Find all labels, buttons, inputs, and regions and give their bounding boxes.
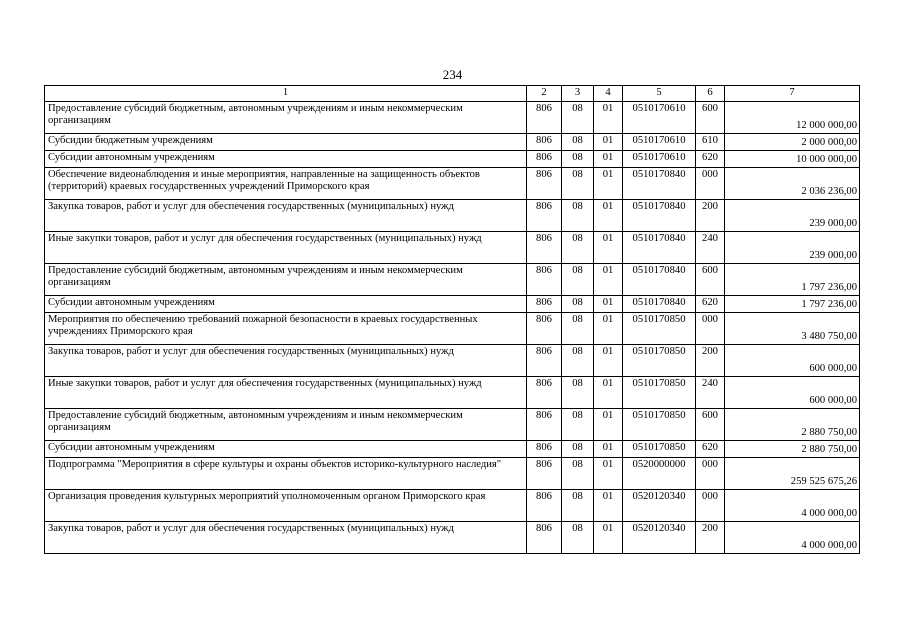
expense-type-cell: 200 (696, 522, 725, 554)
amount-cell: 12 000 000,00 (725, 102, 860, 134)
amount-cell: 600 000,00 (725, 377, 860, 409)
subsection-code-cell: 01 (594, 232, 623, 264)
row-name-cell: Субсидии автономным учреждениям (45, 441, 527, 458)
expense-type-cell: 000 (696, 490, 725, 522)
table-row (45, 490, 860, 522)
column-header: 4 (594, 86, 623, 102)
amount-cell: 4 000 000,00 (725, 522, 860, 554)
amount-cell: 1 797 236,00 (725, 296, 860, 313)
ministry-code-cell: 806 (527, 134, 562, 151)
amount-cell: 259 525 675,26 (725, 458, 860, 490)
expense-type-cell: 600 (696, 409, 725, 441)
amount-cell: 2 036 236,00 (725, 168, 860, 200)
expense-type-cell: 620 (696, 296, 725, 313)
amount-cell: 239 000,00 (725, 232, 860, 264)
section-code-cell: 08 (562, 377, 594, 409)
section-code-cell: 08 (562, 264, 594, 296)
ministry-code-cell: 806 (527, 264, 562, 296)
ministry-code-cell: 806 (527, 296, 562, 313)
amount-cell: 3 480 750,00 (725, 313, 860, 345)
table-row (45, 441, 860, 458)
expense-type-cell: 600 (696, 102, 725, 134)
table-row (45, 151, 860, 168)
section-code-cell: 08 (562, 134, 594, 151)
target-article-cell: 0520120340 (623, 522, 696, 554)
ministry-code-cell: 806 (527, 200, 562, 232)
row-name-cell: Закупка товаров, работ и услуг для обеспечения государственных (муниципальных) нужд (45, 522, 527, 554)
subsection-code-cell: 01 (594, 522, 623, 554)
table-row (45, 409, 860, 441)
section-code-cell: 08 (562, 441, 594, 458)
table-row (45, 168, 860, 200)
target-article-cell: 0510170850 (623, 377, 696, 409)
ministry-code-cell: 806 (527, 377, 562, 409)
row-name-cell: Обеспечение видеонаблюдения и иные мероприятия, направленные на защищенность объектов (территорий) краевых государственных учреждений Приморского края (45, 168, 527, 200)
subsection-code-cell: 01 (594, 296, 623, 313)
table-row (45, 313, 860, 345)
table-row (45, 522, 860, 554)
expense-type-cell: 620 (696, 441, 725, 458)
section-code-cell: 08 (562, 200, 594, 232)
target-article-cell: 0520120340 (623, 490, 696, 522)
row-name-cell: Закупка товаров, работ и услуг для обеспечения государственных (муниципальных) нужд (45, 345, 527, 377)
target-article-cell: 0510170610 (623, 102, 696, 134)
row-name-cell: Субсидии автономным учреждениям (45, 296, 527, 313)
table-row (45, 102, 860, 134)
ministry-code-cell: 806 (527, 168, 562, 200)
target-article-cell: 0510170840 (623, 168, 696, 200)
amount-cell: 2 880 750,00 (725, 409, 860, 441)
amount-cell: 600 000,00 (725, 345, 860, 377)
target-article-cell: 0510170850 (623, 441, 696, 458)
target-article-cell: 0510170850 (623, 409, 696, 441)
section-code-cell: 08 (562, 232, 594, 264)
subsection-code-cell: 01 (594, 200, 623, 232)
amount-cell: 10 000 000,00 (725, 151, 860, 168)
header-row (45, 86, 860, 102)
expense-type-cell: 610 (696, 134, 725, 151)
target-article-cell: 0510170850 (623, 313, 696, 345)
ministry-code-cell: 806 (527, 345, 562, 377)
subsection-code-cell: 01 (594, 377, 623, 409)
row-name-cell: Предоставление субсидий бюджетным, автономным учреждениям и иным некоммерческим организациям (45, 102, 527, 134)
section-code-cell: 08 (562, 458, 594, 490)
row-name-cell: Предоставление субсидий бюджетным, автономным учреждениям и иным некоммерческим организациям (45, 409, 527, 441)
column-header: 2 (527, 86, 562, 102)
row-name-cell: Субсидии бюджетным учреждениям (45, 134, 527, 151)
section-code-cell: 08 (562, 490, 594, 522)
row-name-cell: Организация проведения культурных мероприятий уполномоченным органом Приморского края (45, 490, 527, 522)
ministry-code-cell: 806 (527, 458, 562, 490)
section-code-cell: 08 (562, 313, 594, 345)
ministry-code-cell: 806 (527, 490, 562, 522)
target-article-cell: 0510170840 (623, 200, 696, 232)
table-row (45, 345, 860, 377)
table-row (45, 134, 860, 151)
amount-cell: 2 000 000,00 (725, 134, 860, 151)
expense-type-cell: 240 (696, 377, 725, 409)
table-row (45, 200, 860, 232)
table-row (45, 232, 860, 264)
section-code-cell: 08 (562, 345, 594, 377)
ministry-code-cell: 806 (527, 313, 562, 345)
subsection-code-cell: 01 (594, 409, 623, 441)
row-name-cell: Подпрограмма "Мероприятия в сфере культуры и охраны объектов историко-культурного наследия" (45, 458, 527, 490)
ministry-code-cell: 806 (527, 232, 562, 264)
subsection-code-cell: 01 (594, 168, 623, 200)
row-name-cell: Предоставление субсидий бюджетным, автономным учреждениям и иным некоммерческим организациям (45, 264, 527, 296)
section-code-cell: 08 (562, 151, 594, 168)
expense-type-cell: 200 (696, 200, 725, 232)
ministry-code-cell: 806 (527, 522, 562, 554)
page-number: 234 (442, 67, 463, 82)
table-row (45, 377, 860, 409)
table-row (45, 458, 860, 490)
ministry-code-cell: 806 (527, 441, 562, 458)
section-code-cell: 08 (562, 522, 594, 554)
budget-table (44, 85, 860, 554)
amount-cell: 239 000,00 (725, 200, 860, 232)
subsection-code-cell: 01 (594, 345, 623, 377)
section-code-cell: 08 (562, 102, 594, 134)
subsection-code-cell: 01 (594, 458, 623, 490)
amount-cell: 2 880 750,00 (725, 441, 860, 458)
row-name-cell: Закупка товаров, работ и услуг для обеспечения государственных (муниципальных) нужд (45, 200, 527, 232)
subsection-code-cell: 01 (594, 313, 623, 345)
expense-type-cell: 600 (696, 264, 725, 296)
row-name-cell: Иные закупки товаров, работ и услуг для обеспечения государственных (муниципальных) нужд (45, 377, 527, 409)
expense-type-cell: 000 (696, 458, 725, 490)
column-header: 3 (562, 86, 594, 102)
section-code-cell: 08 (562, 168, 594, 200)
ministry-code-cell: 806 (527, 409, 562, 441)
expense-type-cell: 240 (696, 232, 725, 264)
column-header: 5 (623, 86, 696, 102)
subsection-code-cell: 01 (594, 264, 623, 296)
row-name-cell: Иные закупки товаров, работ и услуг для обеспечения государственных (муниципальных) нужд (45, 232, 527, 264)
column-header: 6 (696, 86, 725, 102)
subsection-code-cell: 01 (594, 151, 623, 168)
subsection-code-cell: 01 (594, 134, 623, 151)
expense-type-cell: 000 (696, 168, 725, 200)
ministry-code-cell: 806 (527, 151, 562, 168)
target-article-cell: 0510170610 (623, 151, 696, 168)
target-article-cell: 0510170840 (623, 232, 696, 264)
subsection-code-cell: 01 (594, 102, 623, 134)
subsection-code-cell: 01 (594, 441, 623, 458)
column-header: 1 (45, 86, 527, 102)
amount-cell: 1 797 236,00 (725, 264, 860, 296)
expense-type-cell: 000 (696, 313, 725, 345)
section-code-cell: 08 (562, 409, 594, 441)
subsection-code-cell: 01 (594, 490, 623, 522)
row-name-cell: Мероприятия по обеспечению требований пожарной безопасности в краевых государственных учреждениях Приморского края (45, 313, 527, 345)
expense-type-cell: 200 (696, 345, 725, 377)
target-article-cell: 0510170840 (623, 264, 696, 296)
row-name-cell: Субсидии автономным учреждениям (45, 151, 527, 168)
expense-type-cell: 620 (696, 151, 725, 168)
amount-cell: 4 000 000,00 (725, 490, 860, 522)
target-article-cell: 0520000000 (623, 458, 696, 490)
table-row (45, 296, 860, 313)
section-code-cell: 08 (562, 296, 594, 313)
column-header: 7 (725, 86, 860, 102)
target-article-cell: 0510170840 (623, 296, 696, 313)
ministry-code-cell: 806 (527, 102, 562, 134)
target-article-cell: 0510170610 (623, 134, 696, 151)
table-row (45, 264, 860, 296)
target-article-cell: 0510170850 (623, 345, 696, 377)
